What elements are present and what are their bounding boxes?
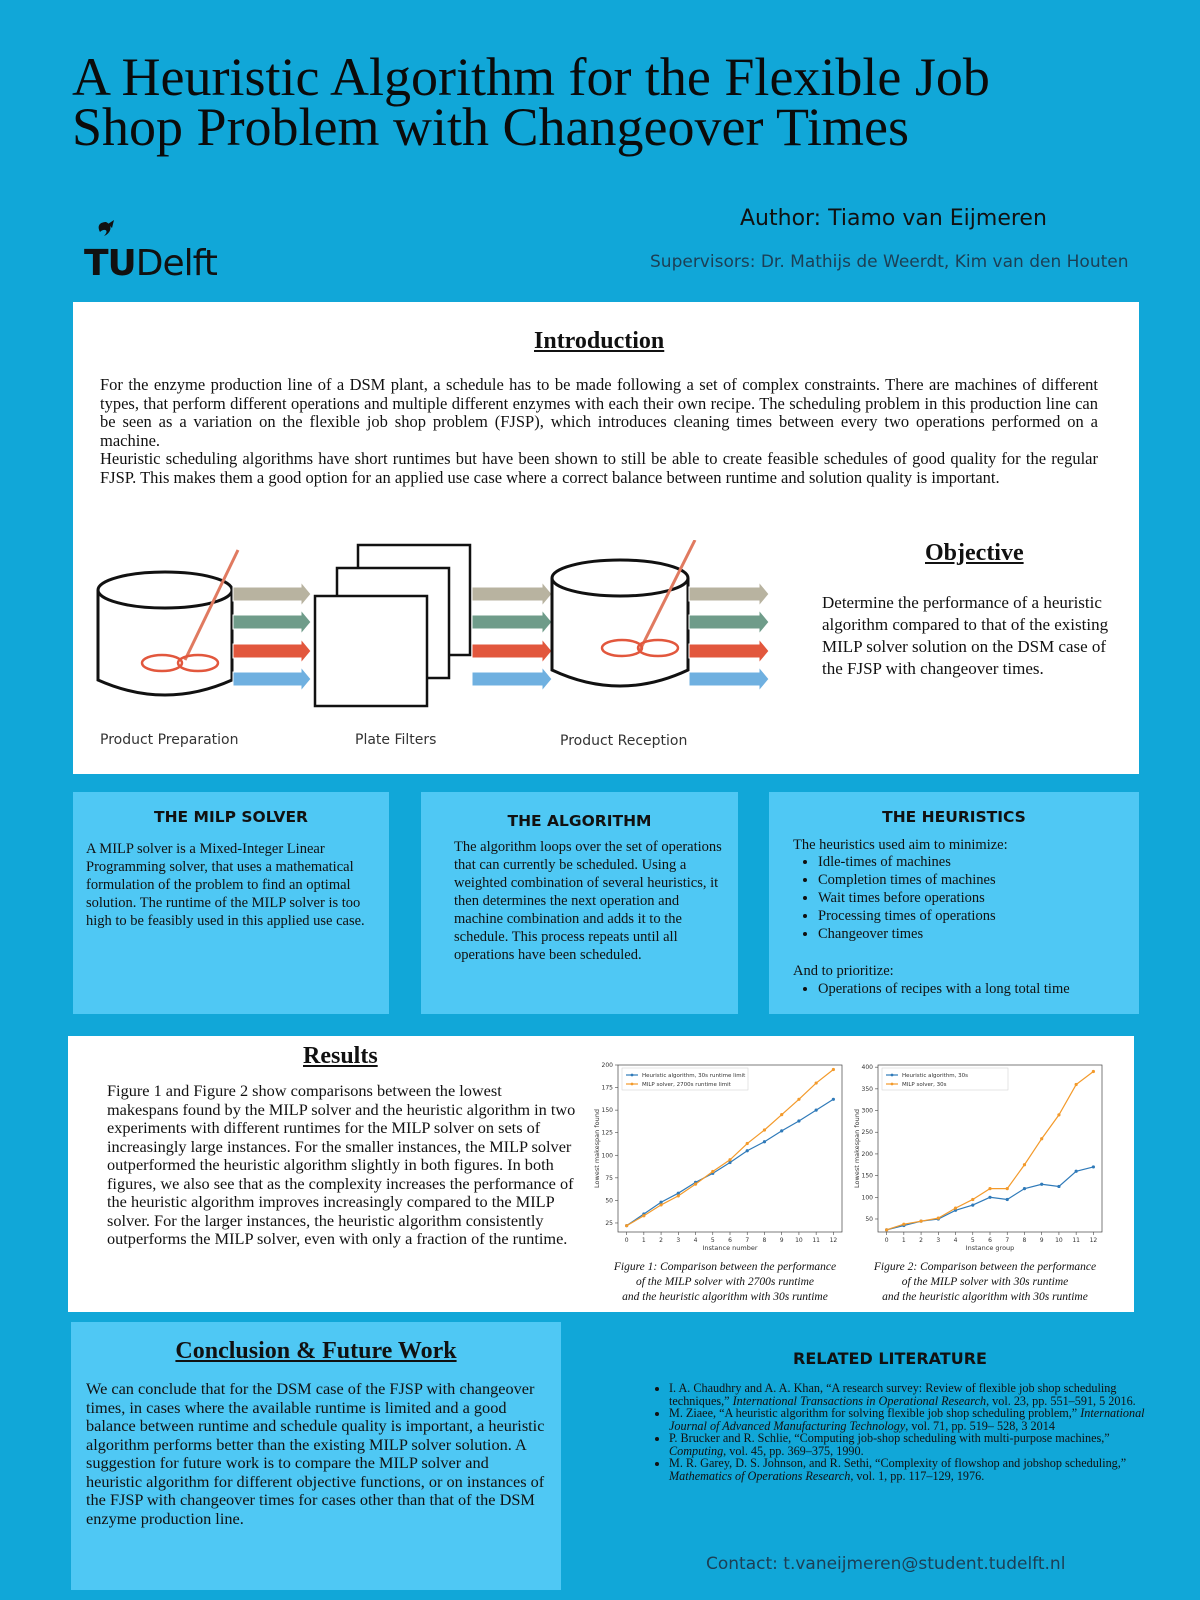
flow-arrow <box>472 667 552 691</box>
contact-email[interactable]: Contact: t.vaneijmeren@student.tudelft.nl <box>706 1554 1066 1574</box>
reference-item <box>669 1407 1159 1432</box>
heuristic-item: • Changeover times <box>818 925 996 943</box>
x-tick-label: 4 <box>693 1237 698 1244</box>
data-point <box>728 1158 731 1161</box>
data-point <box>659 1203 662 1206</box>
reference-text: P. Brucker and R. Schlie, “Computing job-shop scheduling with multi-purpose machines,” <box>669 1431 1110 1445</box>
y-axis-label: Lowest makespan found <box>593 1109 601 1188</box>
algorithm-text: The algorithm loops over the set of operations that can currently be scheduled. Using a weighted combination of several heuristics, it then determines the next operation and machine combination and adds it to the schedule. This process repeats until all operations have been scheduled. <box>454 839 722 963</box>
flow-arrow <box>233 582 311 606</box>
flow-arrow <box>233 639 311 663</box>
reference-text: M. Ziaee, “A heuristic algorithm for solving flexible job shop scheduling problem,” <box>669 1406 1081 1420</box>
legend-entry: Heuristic algorithm, 30s <box>902 1073 969 1079</box>
introduction-body <box>100 376 1098 487</box>
x-tick-label: 0 <box>884 1237 889 1244</box>
x-tick-label: 12 <box>1089 1237 1098 1244</box>
data-point <box>763 1128 766 1131</box>
caption-2-line-3: and the heuristic algorithm with 30s runtime <box>882 1291 1088 1303</box>
plate-filters-icon <box>315 545 470 706</box>
reference-details: , vol. 23, pp. 551–591, 5 2016. <box>986 1393 1136 1408</box>
x-tick-label: 10 <box>1055 1237 1063 1244</box>
title-line-1: A Heuristic Algorithm for the Flexible Job <box>72 47 990 107</box>
legend-marker <box>891 1083 894 1086</box>
data-point <box>919 1220 922 1223</box>
introduction-paragraph-1: For the enzyme production line of a DSM plant, a schedule has to be made following a set of complex constraints. There are machines of different types, that perform different operations and multiple different enzymes with each their own recipe. The scheduling problem in this production line can be seen as a variation on the flexible job shop problem (FJSP), which introduces cleaning times between every two operations performed on a machine. <box>100 375 1098 450</box>
x-tick-label: 7 <box>1005 1237 1010 1244</box>
data-point <box>815 1081 818 1084</box>
heuristics-intro: The heuristics used aim to minimize: <box>793 837 1008 853</box>
x-tick-label: 9 <box>779 1237 784 1244</box>
algorithm-heading: THE ALGORITHM <box>507 812 652 830</box>
label-plate-filters: Plate Filters <box>355 732 437 748</box>
reference-details: , vol. 71, pp. 519– 528, 3 2014 <box>905 1418 1055 1433</box>
data-point <box>1057 1113 1060 1116</box>
data-point <box>642 1214 645 1217</box>
x-axis-label: Instance group <box>965 1244 1015 1252</box>
caption-2-line-2: of the MILP solver with 30s runtime <box>901 1276 1069 1288</box>
y-tick-label: 175 <box>601 1084 613 1092</box>
logo-delft: Delft <box>135 243 217 284</box>
objective-title: Objective <box>925 540 1024 566</box>
heuristic-item: • Wait times before operations <box>818 889 996 907</box>
x-tick-label: 11 <box>1072 1237 1080 1244</box>
x-tick-label: 6 <box>728 1237 732 1244</box>
y-tick-label: 350 <box>861 1085 873 1093</box>
title-line-2: Shop Problem with Changeover Times <box>72 97 910 157</box>
y-tick-label: 150 <box>601 1107 613 1115</box>
data-point <box>1040 1183 1043 1186</box>
data-point <box>694 1183 697 1186</box>
y-tick-label: 50 <box>865 1215 873 1223</box>
flow-arrow <box>689 667 769 691</box>
x-tick-label: 8 <box>762 1237 767 1244</box>
heuristic-item: • Idle-times of machines <box>818 853 996 871</box>
x-tick-label: 1 <box>641 1237 646 1244</box>
arrows-middle <box>472 582 552 691</box>
caption-2-line-1: Figure 2: Comparison between the performance <box>873 1261 1097 1273</box>
y-tick-label: 50 <box>605 1197 613 1205</box>
tudelft-logo <box>84 243 217 284</box>
legend-marker <box>631 1074 634 1077</box>
data-point <box>971 1198 974 1201</box>
label-product-reception: Product Reception <box>560 733 688 749</box>
y-tick-label: 250 <box>861 1129 873 1137</box>
milp-solver-text: A MILP solver is a Mixed-Integer Linear Programming solver, that uses a mathematical formulation of the problem to find an optimal solution. The runtime of the MILP solver is too high to be feasibly used in this applied use case. <box>86 841 365 929</box>
figure-1-caption <box>605 1260 845 1305</box>
x-tick-label: 7 <box>745 1237 750 1244</box>
figure-2-caption <box>865 1260 1105 1305</box>
data-point <box>1092 1165 1095 1168</box>
author: Author: Tiamo van Eijmeren <box>740 206 1047 231</box>
flow-arrow <box>689 639 769 663</box>
x-tick-label: 2 <box>919 1237 923 1244</box>
figure-2-chart <box>850 1060 1110 1256</box>
x-tick-label: 5 <box>970 1237 975 1244</box>
x-axis-label: Instance number <box>702 1244 758 1252</box>
y-tick-label: 150 <box>861 1172 873 1180</box>
data-point <box>746 1142 749 1145</box>
data-point <box>711 1170 714 1173</box>
x-tick-label: 6 <box>988 1237 992 1244</box>
caption-1-line-2: of the MILP solver with 2700s runtime <box>635 1276 815 1288</box>
arrows-right <box>689 582 769 691</box>
flow-arrow <box>472 582 552 606</box>
reference-journal: International Journal of Advanced Manufacturing Technology <box>669 1406 1145 1433</box>
data-point <box>971 1204 974 1207</box>
results-body: Figure 1 and Figure 2 show comparisons between the lowest makespans found by the MILP solver and the heuristic algorithm in two experiments with different runtimes for the MILP solver on sets of increasingly large instances. For the smaller instances, the MILP solver outperformed the heuristic algorithm slightly in both figures. In both figures, we also see that as the complexity increases the performance of the heuristic algorithm improves increasingly compared to the MILP solver. For the larger instances, the heuristic algorithm consistently outperforms the MILP solver, even with only a fraction of the runtime. <box>107 1081 576 1248</box>
legend-entry: MILP solver, 30s <box>902 1082 947 1088</box>
objective-body: Determine the performance of a heuristic algorithm compared to that of the existing MILP solver solution on the DSM case of the FJSP with changeover times. <box>822 593 1109 678</box>
y-tick-label: 200 <box>861 1150 873 1158</box>
conclusion-title: Conclusion & Future Work <box>175 1338 457 1364</box>
data-point <box>1006 1187 1009 1190</box>
data-point <box>677 1194 680 1197</box>
flow-arrow <box>472 639 552 663</box>
data-point <box>797 1119 800 1122</box>
data-point <box>988 1196 991 1199</box>
logo-tu: TU <box>84 243 136 284</box>
preparation-tank-icon <box>98 550 238 695</box>
x-tick-label: 4 <box>953 1237 958 1244</box>
arrows-left <box>233 582 311 691</box>
reference-journal: Mathematics of Operations Research <box>669 1468 851 1483</box>
reference-journal: International Transactions in Operational Research <box>732 1393 987 1408</box>
x-tick-label: 0 <box>624 1237 629 1244</box>
data-point <box>1023 1187 1026 1190</box>
x-tick-label: 3 <box>676 1237 681 1244</box>
y-tick-label: 75 <box>605 1174 613 1182</box>
data-point <box>1075 1083 1078 1086</box>
data-point <box>763 1140 766 1143</box>
related-literature-heading: RELATED LITERATURE <box>793 1349 987 1368</box>
caption-1-line-3: and the heuristic algorithm with 30s runtime <box>622 1291 828 1303</box>
legend-entry: MILP solver, 2700s runtime limit <box>642 1082 731 1088</box>
x-tick-label: 8 <box>1022 1237 1027 1244</box>
reference-item <box>669 1432 1159 1457</box>
x-tick-label: 9 <box>1039 1237 1044 1244</box>
reference-item <box>669 1457 1159 1482</box>
data-point <box>746 1149 749 1152</box>
reference-details: , vol. 1, pp. 117–129, 1976. <box>850 1468 985 1483</box>
flow-arrow <box>233 667 311 691</box>
heuristics-prioritize-label: And to prioritize: <box>793 963 894 979</box>
related-literature-list <box>655 1382 1159 1482</box>
legend-entry: Heuristic algorithm, 30s runtime limit <box>642 1073 746 1079</box>
data-point <box>780 1129 783 1132</box>
prioritize-item: • Operations of recipes with a long total time <box>818 980 1070 998</box>
x-tick-label: 1 <box>901 1237 906 1244</box>
y-tick-label: 125 <box>601 1129 613 1137</box>
reference-item <box>669 1382 1159 1407</box>
heuristic-item: • Processing times of operations <box>818 907 996 925</box>
x-tick-label: 10 <box>795 1237 803 1244</box>
data-point <box>815 1109 818 1112</box>
flow-arrow <box>689 610 769 634</box>
data-point <box>832 1098 835 1101</box>
poster-title <box>72 47 1172 157</box>
milp-solver-heading: THE MILP SOLVER <box>154 808 308 826</box>
reference-text: I. A. Chaudhry and A. A. Khan, “A research survey: Review of flexible job shop scheduling techniques,” <box>669 1381 1117 1408</box>
supervisors: Supervisors: Dr. Mathijs de Weerdt, Kim van den Houten <box>650 252 1129 272</box>
data-point <box>1006 1198 1009 1201</box>
introduction-paragraph-2: Heuristic scheduling algorithms have short runtimes but have been shown to still be able to create feasible schedules of good quality for the regular FJSP. This makes them a good option for an applied use case where a correct balance between runtime and solution quality is important. <box>100 449 1098 487</box>
data-point <box>885 1228 888 1231</box>
reception-tank-icon <box>552 540 695 686</box>
data-point <box>797 1098 800 1101</box>
data-point <box>1057 1185 1060 1188</box>
x-tick-label: 3 <box>936 1237 941 1244</box>
y-tick-label: 100 <box>861 1194 873 1202</box>
reference-details: , vol. 45, pp. 369–375, 1990. <box>723 1443 864 1458</box>
flow-arrow <box>689 582 769 606</box>
data-point <box>1075 1170 1078 1173</box>
production-line-diagram <box>90 540 790 755</box>
results-title: Results <box>303 1043 378 1069</box>
data-point <box>937 1217 940 1220</box>
heuristic-item: • Completion times of machines <box>818 871 996 889</box>
y-tick-label: 100 <box>601 1152 613 1160</box>
data-point <box>988 1187 991 1190</box>
heuristics-prioritize-list <box>800 980 1070 998</box>
data-point <box>902 1223 905 1226</box>
data-point <box>625 1224 628 1227</box>
x-tick-label: 12 <box>829 1237 838 1244</box>
legend-marker <box>891 1074 894 1077</box>
data-point <box>954 1207 957 1210</box>
y-axis-label: Lowest makespan found <box>853 1109 861 1188</box>
caption-1-line-1: Figure 1: Comparison between the performance <box>613 1261 837 1273</box>
x-tick-label: 5 <box>710 1237 715 1244</box>
legend-marker <box>631 1083 634 1086</box>
reference-text: M. R. Garey, D. S. Johnson, and R. Sethi, “Complexity of flowshop and jobshop scheduling,” <box>669 1456 1127 1470</box>
y-tick-label: 200 <box>601 1062 613 1069</box>
flow-arrow <box>472 610 552 634</box>
x-tick-label: 11 <box>812 1237 820 1244</box>
conclusion-body: We can conclude that for the DSM case of the FJSP with changeover times, in cases where the available runtime is limited and a good balance between runtime and schedule quality is important, a heuristic algorithm performs better than the existing MILP solver solution. A suggestion for future work is to compare the MILP solver and heuristic algorithm for different objective functions, or on instances of the FJSP with changeover times for cases other than that of the DSM enzyme production line. <box>86 1379 545 1528</box>
flow-arrow <box>233 610 311 634</box>
y-tick-label: 25 <box>605 1219 613 1227</box>
label-product-preparation: Product Preparation <box>100 732 239 748</box>
y-tick-label: 300 <box>861 1107 873 1115</box>
data-point <box>832 1068 835 1071</box>
heuristics-list <box>800 853 996 943</box>
figure-1-chart <box>590 1060 850 1256</box>
reference-journal: Computing <box>669 1443 724 1458</box>
x-tick-label: 2 <box>659 1237 663 1244</box>
data-point <box>780 1113 783 1116</box>
heuristics-heading: THE HEURISTICS <box>882 808 1026 826</box>
introduction-title: Introduction <box>534 328 665 354</box>
data-point <box>1092 1070 1095 1073</box>
y-tick-label: 400 <box>861 1064 873 1072</box>
data-point <box>1023 1163 1026 1166</box>
data-point <box>1040 1137 1043 1140</box>
